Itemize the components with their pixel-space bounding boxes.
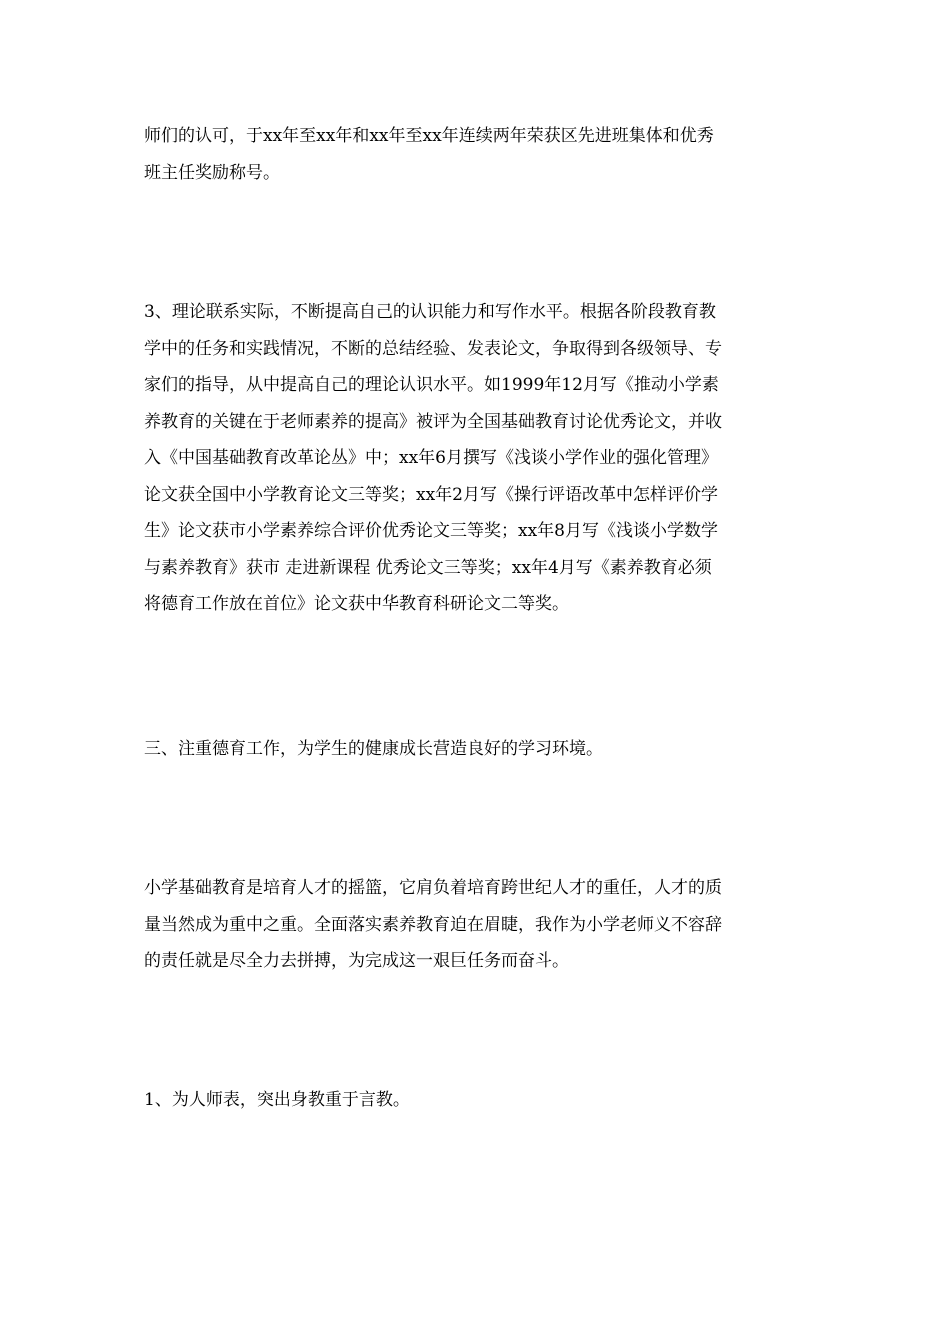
text-line: 家们的指导，从中提高自己的理论认识水平。如1999年12月写《推动小学素 [144,375,719,395]
text-line: 量当然成为重中之重。全面落实素养教育迫在眉睫，我作为小学老师义不容辞 [144,914,722,935]
text-line: 与素养教育》获市 走进新课程 优秀论文三等奖；xx年4月写《素养教育必须 [144,557,712,578]
paragraph-theory-practice [144,294,814,623]
paragraph-awards-continuation [144,118,814,191]
text-line: 班主任奖励称号。 [144,162,280,183]
text-line: 入《中国基础教育改革论丛》中；xx年6月撰写《浅谈小学作业的强化管理》 [144,448,718,468]
text-line: 3、理论联系实际，不断提高自己的认识能力和写作水平。根据各阶段教育教 [144,302,716,322]
text-line: 论文获全国中小学教育论文三等奖；xx年2月写《操行评语改革中怎样评价学 [144,484,718,505]
text-line: 小学基础教育是培育人才的摇篮，它肩负着培育跨世纪人才的重任，人才的质 [144,878,722,898]
text-line: 学中的任务和实践情况，不断的总结经验、发表论文，争取得到各级领导、专 [144,338,722,359]
text-line: 将德育工作放在首位》论文获中华教育科研论文二等奖。 [144,594,569,614]
paragraph-basic-education [144,870,814,980]
list-item-role-model [144,1082,814,1119]
section-heading-moral-education [144,731,814,768]
text-line: 1、为人师表，突出身教重于言教。 [144,1090,410,1110]
text-line: 的责任就是尽全力去拼搏，为完成这一艰巨任务而奋斗。 [144,951,569,971]
text-line: 师们的认可，于xx年至xx年和xx年至xx年连续两年荣获区先进班集体和优秀 [144,126,714,146]
text-line: 三、注重德育工作，为学生的健康成长营造良好的学习环境。 [144,739,603,759]
text-line: 生》论文获市小学素养综合评价优秀论文三等奖；xx年8月写《浅谈小学数学 [144,521,718,541]
text-line: 养教育的关键在于老师素养的提高》被评为全国基础教育讨论优秀论文，并收 [144,411,722,432]
